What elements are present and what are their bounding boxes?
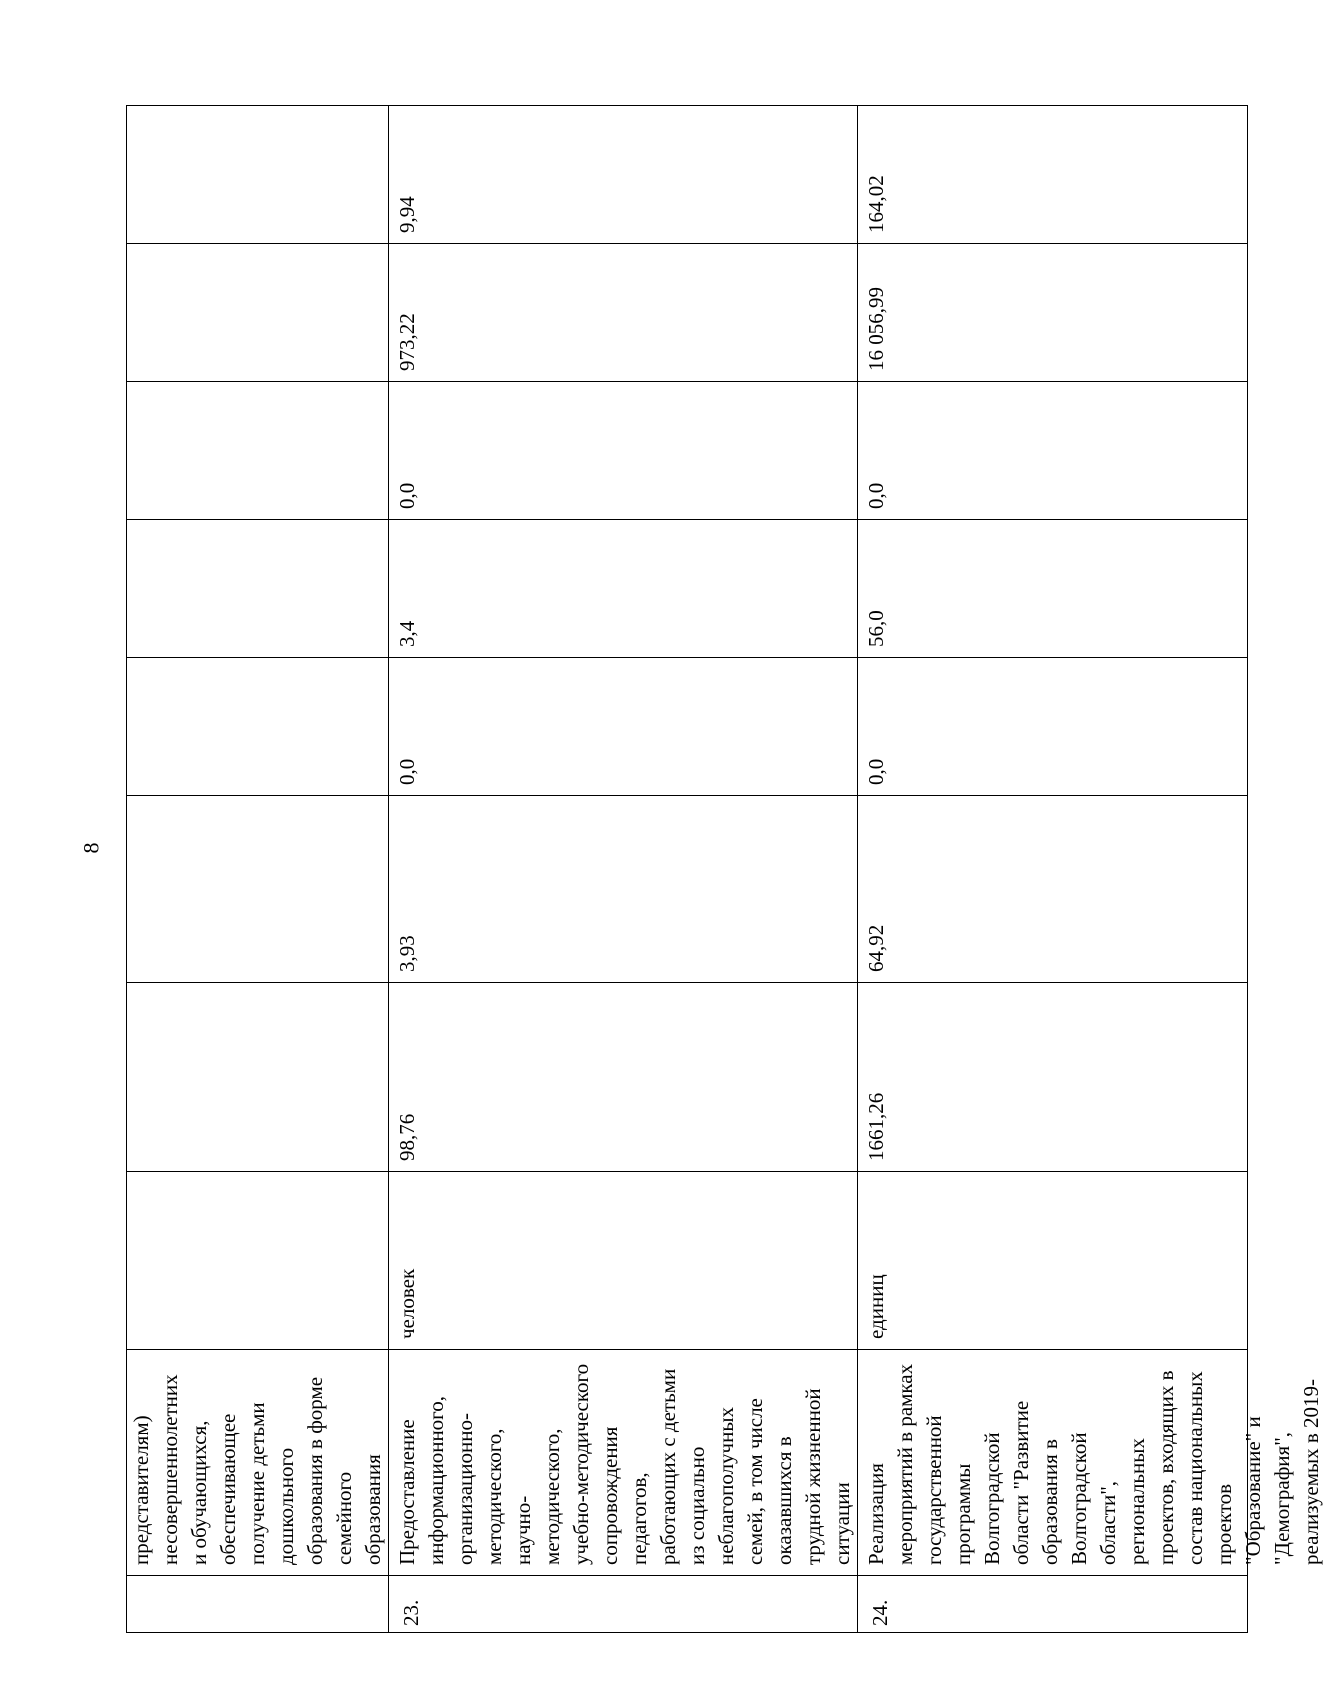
row-value [127,520,389,658]
row-value: 64,92 [858,796,1248,983]
row-value: 0,0 [389,382,858,520]
row-name: Реализация мероприятий в рамках государственной программы Волгоградской области "Развитие образования в Волгоградской области", региональных проектов, входящих в состав национальных проектов "Образование" и "Демография", реализуемых в 2019- [864,1363,1323,1565]
table-row [858,106,1248,1633]
table-row [389,106,858,1633]
row-unit: единиц [858,1172,1248,1350]
row-value: 56,0 [858,520,1248,658]
row-name: Предоставление информационного, организационно-методического, научно-методического, учебно-методического сопровождения педагогов, работающих с детьми из социально неблагополучных семей, в том числе оказавшихся в трудной жизненной ситуации [389,1350,858,1576]
row-value: 973,22 [389,244,858,382]
rotated-table-container [126,105,1323,1633]
row-value: 3,4 [389,520,858,658]
row-value: 0,0 [858,382,1248,520]
row-value: 9,94 [389,106,858,244]
row-value: 16 056,99 [858,244,1248,382]
table-row [127,106,389,1633]
page-number: 8 [78,842,103,854]
row-value [127,382,389,520]
row-name: представителям) несовершеннолетних и обучающихся, обеспечивающее получение детьми дошкольного образования в форме семейного образования [127,1350,389,1576]
row-value: 3,93 [389,796,858,983]
row-value [127,244,389,382]
row-value: 0,0 [389,658,858,796]
row-value [127,796,389,983]
row-value: 0,0 [858,658,1248,796]
row-unit: человек [389,1172,858,1350]
row-value: 98,76 [389,983,858,1172]
row-number: 24. [858,1576,1248,1633]
row-value [127,983,389,1172]
data-table [126,105,1323,1633]
row-value: 1661,26 [858,983,1248,1172]
row-number [127,1576,389,1633]
row-value: 164,02 [858,106,1248,244]
row-unit [127,1172,389,1350]
row-name-cell [858,1350,1323,1576]
row-value [127,658,389,796]
row-value [127,106,389,244]
row-number: 23. [389,1576,858,1633]
